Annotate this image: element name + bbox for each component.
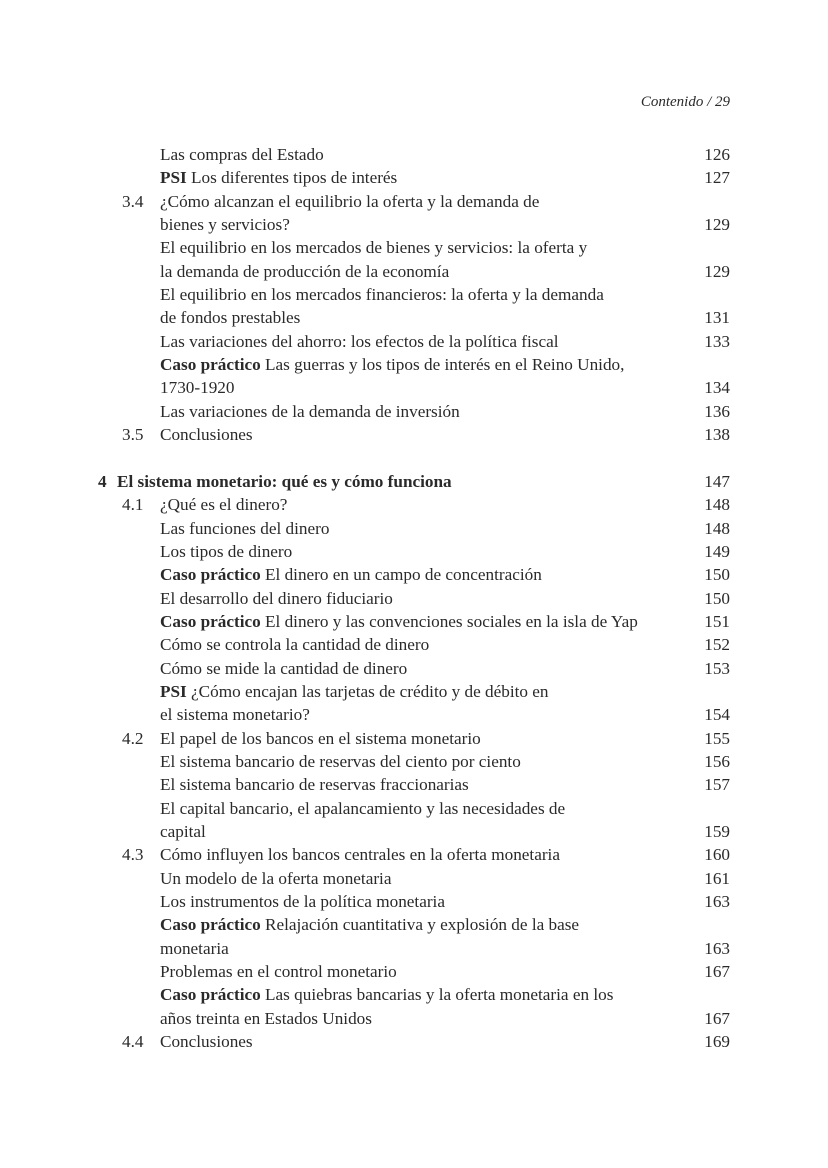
toc-entry — [0, 143, 828, 166]
entry-page-number: 161 — [704, 868, 730, 888]
toc-entry — [0, 283, 828, 330]
entry-label: Caso práctico — [160, 565, 261, 585]
entry-page-number: 127 — [704, 168, 730, 188]
entry-title — [160, 773, 469, 796]
entry-label: Caso práctico — [160, 355, 261, 375]
entry-page-number: 151 — [704, 611, 730, 631]
entry-page-number: 157 — [704, 775, 730, 795]
entry-title — [160, 260, 449, 283]
entry-title-line: Las variaciones del ahorro: los efectos de la política fiscal — [160, 331, 559, 351]
entry-title — [160, 727, 481, 750]
entry-title-line: El capital bancario, el apalancamiento y las necesidades de — [160, 798, 566, 818]
entry-title — [160, 306, 300, 329]
entry-title — [160, 913, 579, 936]
entry-title-line: bienes y servicios? — [160, 215, 290, 235]
entry-page-number: 160 — [704, 845, 730, 865]
entry-page-number: 138 — [704, 425, 730, 445]
spacer — [0, 446, 828, 469]
entry-page-number: 154 — [704, 705, 730, 725]
entry-title-line: capital — [160, 821, 206, 841]
entry-title — [160, 353, 624, 376]
entry-title-line: Las guerras y los tipos de interés en el Reino Unido, — [265, 355, 625, 375]
toc-entry — [0, 330, 828, 353]
entry-number: 4.2 — [122, 728, 144, 748]
entry-title-line: El desarrollo del dinero fiduciario — [160, 588, 393, 608]
entry-title-line: el sistema monetario? — [160, 705, 310, 725]
toc-entry — [0, 750, 828, 773]
entry-title-line: Problemas en el control monetario — [160, 962, 397, 982]
entry-page-number: 167 — [704, 1008, 730, 1028]
entry-label: Caso práctico — [160, 915, 261, 935]
toc-entry — [0, 913, 828, 960]
running-header — [641, 94, 730, 111]
entry-title — [160, 1007, 372, 1030]
entry-title — [160, 423, 253, 446]
entry-number: 3.5 — [122, 425, 144, 445]
toc-entry — [0, 797, 828, 844]
entry-page-number: 149 — [704, 541, 730, 561]
entry-title-line: El sistema bancario de reservas del ciento por ciento — [160, 751, 521, 771]
entry-page-number: 126 — [704, 145, 730, 164]
header-section: Contenido — [640, 94, 704, 110]
header-separator: / — [703, 94, 715, 110]
entry-title-line: ¿Qué es el dinero? — [160, 495, 288, 515]
toc-entry — [0, 190, 828, 237]
toc-chapter — [0, 470, 828, 493]
entry-page-number: 133 — [704, 331, 730, 351]
entry-label: Caso práctico — [160, 611, 261, 631]
entry-page-number: 159 — [704, 821, 730, 841]
entry-title — [160, 376, 234, 399]
toc-entry — [0, 563, 828, 586]
toc-entry — [0, 983, 828, 1030]
entry-title-line: El papel de los bancos en el sistema monetario — [160, 728, 481, 748]
entry-page-number: 134 — [704, 378, 730, 398]
entry-page-number: 152 — [704, 635, 730, 655]
entry-title-line: Las variaciones de la demanda de inversión — [160, 401, 460, 421]
entry-page-number: 155 — [704, 728, 730, 748]
table-of-contents — [0, 143, 828, 1053]
entry-title — [160, 400, 460, 423]
entry-title-line: años treinta en Estados Unidos — [160, 1008, 372, 1028]
entry-title — [160, 517, 329, 540]
entry-title — [160, 493, 287, 516]
entry-title-line: El sistema monetario: qué es y cómo funciona — [117, 471, 452, 491]
entry-title-line: Un modelo de la oferta monetaria — [160, 868, 392, 888]
entry-page-number: 156 — [704, 751, 730, 771]
entry-page-number: 147 — [704, 471, 730, 491]
entry-title — [160, 983, 613, 1006]
entry-title-line: de fondos prestables — [160, 308, 301, 328]
entry-title-line: Los tipos de dinero — [160, 541, 293, 561]
entry-title — [160, 633, 429, 656]
entry-title — [160, 797, 565, 820]
entry-title-line: la demanda de producción de la economía — [160, 261, 450, 281]
toc-entry — [0, 1030, 828, 1053]
entry-number: 4 — [98, 471, 107, 491]
entry-title — [160, 563, 542, 586]
entry-title-line: El dinero y las convenciones sociales en la isla de Yap — [265, 611, 638, 631]
entry-title-line: Conclusiones — [160, 1032, 253, 1052]
entry-title-line: El equilibrio en los mercados de bienes y servicios: la oferta y — [160, 238, 588, 258]
toc-entry — [0, 517, 828, 540]
entry-page-number: 163 — [704, 892, 730, 911]
toc-entry — [0, 633, 828, 656]
entry-title — [160, 1030, 253, 1053]
entry-title — [160, 190, 539, 213]
entry-title — [160, 703, 310, 726]
entry-title — [160, 236, 587, 259]
entry-title-line: Los diferentes tipos de interés — [191, 168, 398, 188]
entry-title — [160, 960, 397, 983]
entry-title — [160, 680, 549, 703]
entry-title-line: Las quiebras bancarias y la oferta monetaria en los — [265, 985, 614, 1005]
entry-page-number: 129 — [704, 215, 730, 235]
entry-title-line: Los instrumentos de la política monetaria — [160, 892, 445, 911]
entry-page-number: 131 — [704, 308, 730, 328]
toc-entry — [0, 400, 828, 423]
entry-page-number: 169 — [704, 1032, 730, 1052]
toc-entry — [0, 353, 828, 400]
entry-page-number: 148 — [704, 495, 730, 515]
entry-title — [160, 820, 206, 843]
toc-entry — [0, 890, 828, 913]
entry-page-number: 148 — [704, 518, 730, 538]
entry-page-number: 150 — [704, 588, 730, 608]
entry-page-number: 167 — [704, 962, 730, 982]
toc-entry — [0, 610, 828, 633]
entry-page-number: 153 — [704, 658, 730, 678]
entry-page-number: 129 — [704, 261, 730, 281]
entry-title-line: Cómo se mide la cantidad de dinero — [160, 658, 408, 678]
entry-title-line: 1730-1920 — [160, 378, 235, 398]
entry-title-line: Cómo se controla la cantidad de dinero — [160, 635, 430, 655]
entry-title — [160, 937, 229, 960]
header-page-number: 29 — [715, 94, 730, 110]
toc-entry — [0, 843, 828, 866]
toc-entry — [0, 727, 828, 750]
entry-title — [160, 143, 324, 166]
entry-title-line: El dinero en un campo de concentración — [265, 565, 542, 585]
entry-title — [160, 750, 521, 773]
entry-page-number: 150 — [704, 565, 730, 585]
entry-title-line: Conclusiones — [160, 425, 253, 445]
entry-title — [117, 470, 452, 493]
entry-title — [160, 540, 292, 563]
toc-entry — [0, 960, 828, 983]
toc-entry — [0, 867, 828, 890]
entry-number: 4.3 — [122, 845, 144, 865]
entry-number: 4.1 — [122, 495, 144, 515]
entry-title — [160, 166, 397, 189]
entry-title — [160, 867, 391, 890]
toc-entry — [0, 236, 828, 283]
entry-title — [160, 330, 559, 353]
entry-title — [160, 843, 560, 866]
entry-title-line: El equilibrio en los mercados financieros: la oferta y la demanda — [160, 285, 604, 305]
entry-title — [160, 610, 638, 633]
entry-title — [160, 657, 407, 680]
entry-page-number: 163 — [704, 938, 730, 958]
entry-title-line: Las funciones del dinero — [160, 518, 330, 538]
toc-entry — [0, 680, 828, 727]
entry-number: 3.4 — [122, 191, 144, 211]
entry-title-line: ¿Cómo encajan las tarjetas de crédito y de débito en — [191, 681, 549, 701]
entry-label: Caso práctico — [160, 985, 261, 1005]
entry-page-number: 136 — [704, 401, 730, 421]
entry-title — [160, 890, 445, 913]
toc-entry — [0, 773, 828, 796]
entry-title-line: El sistema bancario de reservas fraccionarias — [160, 775, 469, 795]
entry-label: PSI — [160, 681, 187, 701]
entry-title-line: Relajación cuantitativa y explosión de la base — [265, 915, 580, 935]
entry-title-line: ¿Cómo alcanzan el equilibrio la oferta y la demanda de — [160, 191, 540, 211]
entry-title-line: Las compras del Estado — [160, 145, 324, 164]
entry-label: PSI — [160, 168, 187, 188]
entry-title-line: monetaria — [160, 938, 229, 958]
toc-entry — [0, 657, 828, 680]
entry-title — [160, 213, 290, 236]
toc-entry — [0, 166, 828, 189]
toc-entry — [0, 540, 828, 563]
toc-entry — [0, 493, 828, 516]
entry-title — [160, 587, 393, 610]
entry-title-line: Cómo influyen los bancos centrales en la oferta monetaria — [160, 845, 560, 865]
entry-number: 4.4 — [122, 1032, 144, 1052]
toc-entry — [0, 423, 828, 446]
toc-entry — [0, 587, 828, 610]
entry-title — [160, 283, 604, 306]
